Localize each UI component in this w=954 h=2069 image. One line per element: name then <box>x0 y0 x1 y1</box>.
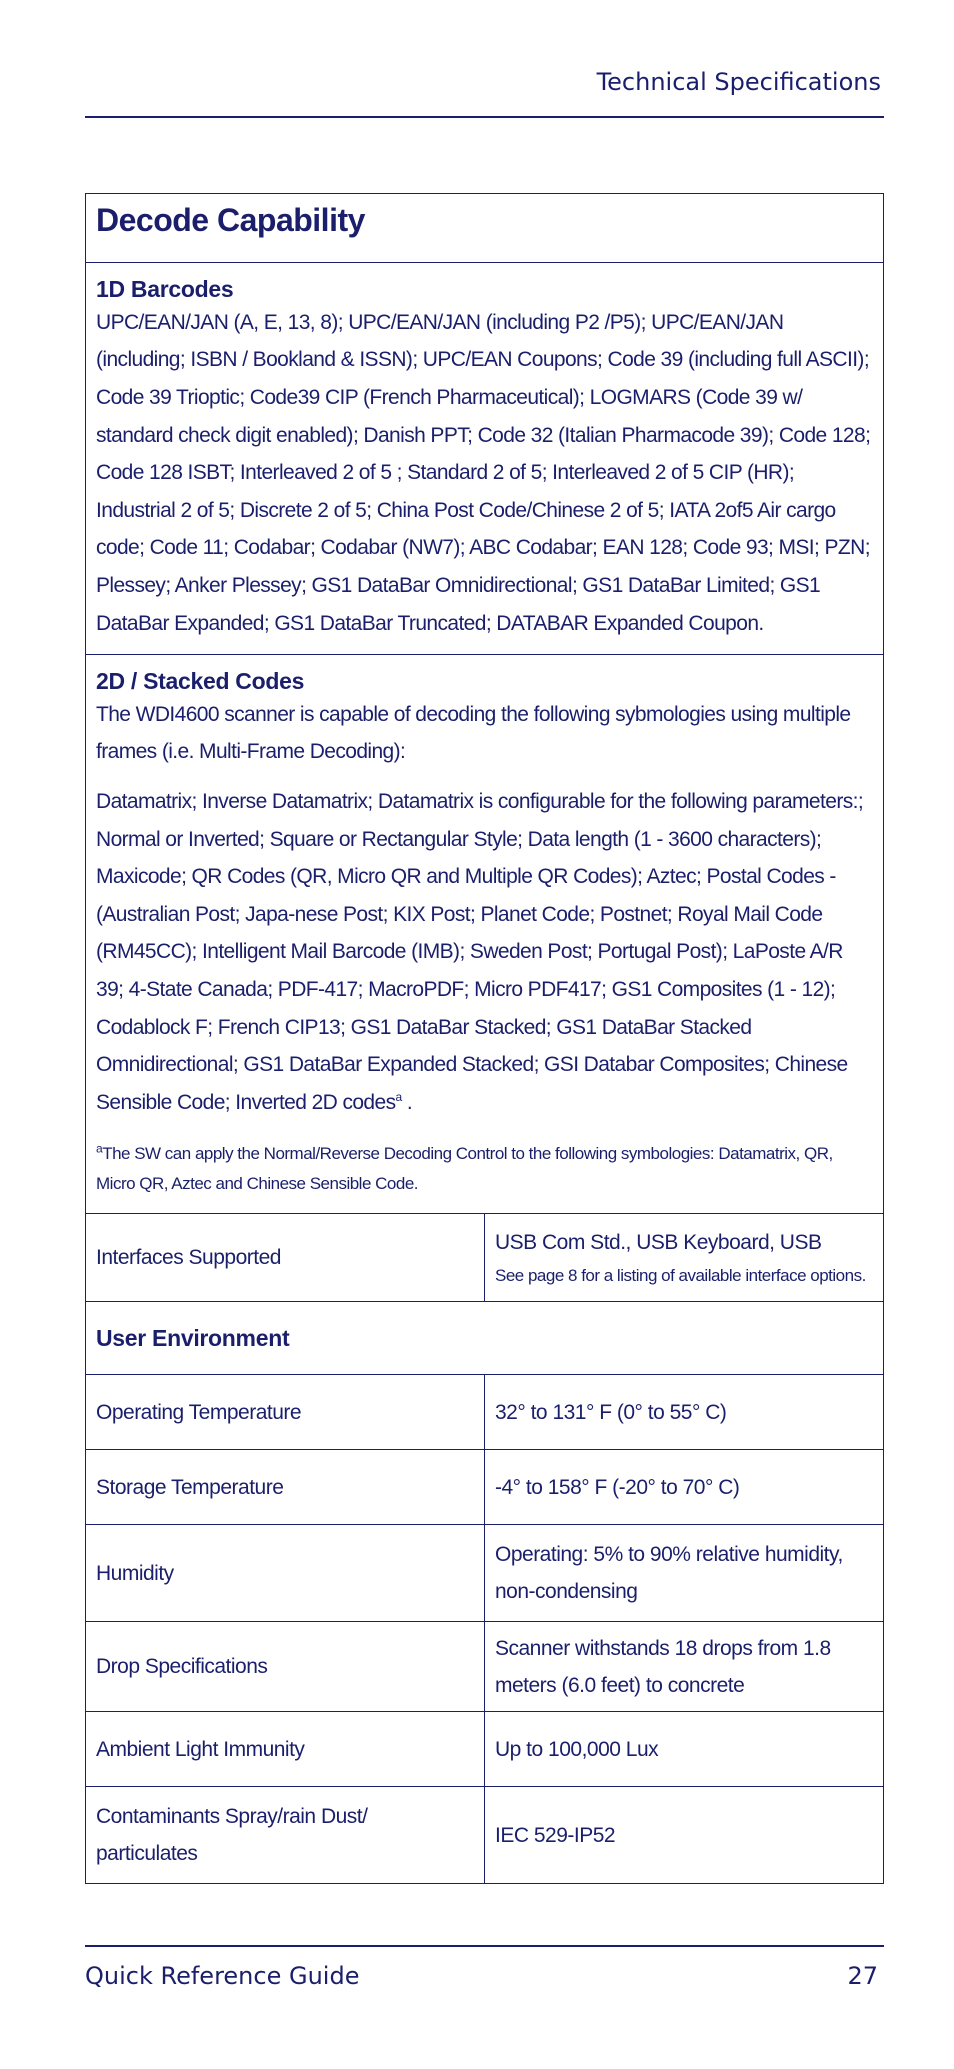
env-row <box>86 1375 884 1450</box>
section-title-row <box>86 194 884 263</box>
barcodes-1d-list: UPC/EAN/JAN (A, E, 13, 8); UPC/EAN/JAN (including P2 /P5); UPC/EAN/JAN (including; ISBN / Bookland & ISSN); UPC/EAN Coupons; Code 39 (including full ASCII); Code 39 Trioptic; Code39 CIP (French Pharmaceutical); LOGMARS (Code 39 w/ standard check digit enabled); Danish PPT; Code 32 (Italian Pharmacode 39); Code 128; Code 128 ISBT; Interleaved 2 of 5 ; Standard 2 of 5; Interleaved 2 of 5 CIP (HR); Industrial 2 of 5; Discrete 2 of 5; China Post Code/Chinese 2 of 5; IATA 2of5 Air cargo code; Code 11; Codabar; Codabar (NW7); ABC Codabar; EAN 128; Code 93; MSI; PZN; Plessey; Anker Plessey; GS1 DataBar Omnidirectional; GS1 DataBar Limited; GS1 DataBar Expanded; GS1 DataBar Truncated; DATABAR Expanded Coupon. <box>96 310 871 635</box>
interfaces-value-cell <box>485 1214 884 1302</box>
env-label-drop-specifications: Drop Specifications <box>86 1622 485 1712</box>
section-title: Decode Capability <box>96 202 365 238</box>
env-value-storage-temperature: -4° to 158° F (-20° to 70° C) <box>485 1450 884 1525</box>
footnote-marker-2: a <box>96 1141 103 1156</box>
stacked-2d-row <box>86 655 884 1214</box>
interfaces-label: Interfaces Supported <box>86 1214 485 1302</box>
env-label-humidity: Humidity <box>86 1525 485 1622</box>
footer-doc-title: Quick Reference Guide <box>85 1962 360 1990</box>
stacked-2d-heading: 2D / Stacked Codes <box>96 668 305 695</box>
stacked-2d-list-end: . <box>401 1090 413 1114</box>
env-row <box>86 1712 884 1787</box>
env-row <box>86 1622 884 1712</box>
barcodes-1d-row <box>86 263 884 655</box>
footer-divider <box>85 1945 884 1947</box>
user-environment-heading: User Environment <box>86 1302 884 1375</box>
env-row <box>86 1450 884 1525</box>
stacked-2d-list <box>96 783 873 1121</box>
barcodes-1d-cell <box>86 263 884 655</box>
interfaces-note: See page 8 for a listing of available interface options. <box>495 1266 866 1286</box>
footnote <box>96 1139 873 1199</box>
footnote-text: The SW can apply the Normal/Reverse Decoding Control to the following symbologies: Datamatrix, QR, Micro QR, Aztec and Chinese Sensible Code. <box>96 1144 833 1194</box>
env-label-ambient-light: Ambient Light Immunity <box>86 1712 485 1787</box>
running-header: Technical Specifications <box>596 68 881 96</box>
env-label-storage-temperature: Storage Temperature <box>86 1450 485 1525</box>
stacked-2d-list-text: Datamatrix; Inverse Datamatrix; Datamatrix is configurable for the following parameters:; Normal or Inverted; Square or Rectangular Style; Data length (1 - 3600 characters); Maxicode; QR Codes (QR, Micro QR and Multiple QR Codes); Aztec; Postal Codes - (Australian Post; Japa-nese Post; KIX Post; Planet Code; Postnet; Royal Mail Code (RM45CC); Intelligent Mail Barcode (IMB); Sweden Post; Portugal Post); LaPoste A/R 39; 4-State Canada; PDF-417; MacroPDF; Micro PDF417; GS1 Composites (1 - 12); Codablock F; French CIP13; GS1 DataBar Stacked; GS1 DataBar Stacked Omnidirectional; GS1 DataBar Expanded Stacked; GSI Databar Composites; Chinese Sensible Code; Inverted 2D codes <box>96 790 864 1114</box>
env-row <box>86 1787 884 1884</box>
spec-table <box>85 193 884 1884</box>
user-environment-heading-row <box>86 1302 884 1375</box>
stacked-2d-intro: The WDI4600 scanner is capable of decoding the following sybmologies using multiple frames (i.e. Multi-Frame Decoding): <box>96 702 851 764</box>
env-value-humidity: Operating: 5% to 90% relative humidity, non-condensing <box>485 1525 884 1622</box>
section-title-cell <box>86 194 884 263</box>
page-number: 27 <box>847 1962 878 1990</box>
env-value-operating-temperature: 32° to 131° F (0° to 55° C) <box>485 1375 884 1450</box>
stacked-2d-cell <box>86 655 884 1214</box>
env-value-drop-specifications: Scanner withstands 18 drops from 1.8 meters (6.0 feet) to concrete <box>485 1622 884 1712</box>
interfaces-value: USB Com Std., USB Keyboard, USB <box>495 1231 822 1255</box>
env-row <box>86 1525 884 1622</box>
footnote-marker: a <box>395 1089 402 1104</box>
interfaces-row <box>86 1214 884 1302</box>
barcodes-1d-heading: 1D Barcodes <box>96 276 234 302</box>
header-divider <box>85 116 884 118</box>
env-value-contaminants: IEC 529-IP52 <box>485 1787 884 1884</box>
env-value-ambient-light: Up to 100,000 Lux <box>485 1712 884 1787</box>
env-label-contaminants: Contaminants Spray/rain Dust/ particulates <box>86 1787 485 1884</box>
env-label-operating-temperature: Operating Temperature <box>86 1375 485 1450</box>
